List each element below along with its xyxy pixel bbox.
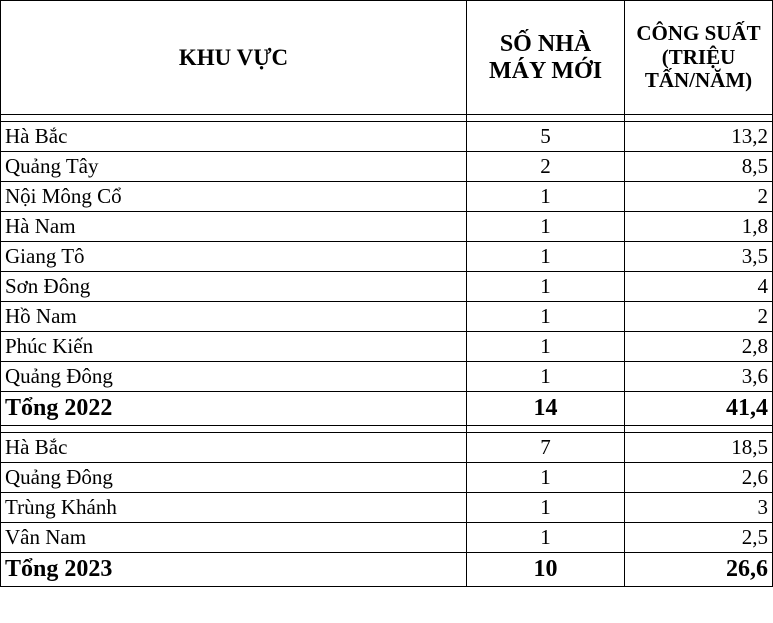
table-row — [1, 272, 773, 302]
capacity-cell: 2 — [625, 182, 773, 212]
table-row — [1, 332, 773, 362]
total-plants: 14 — [467, 392, 625, 426]
table-row — [1, 152, 773, 182]
region-cell: Hà Nam — [1, 212, 467, 242]
region-cell: Phúc Kiến — [1, 332, 467, 362]
plants-cell: 1 — [467, 332, 625, 362]
plants-cell: 7 — [467, 433, 625, 463]
region-cell: Quảng Đông — [1, 463, 467, 493]
header-plants-line1: SỐ NHÀ — [499, 30, 592, 57]
table-row — [1, 463, 773, 493]
header-capacity — [625, 1, 773, 115]
table-row — [1, 362, 773, 392]
table-row — [1, 302, 773, 332]
table-row — [1, 433, 773, 463]
plants-cell: 2 — [467, 152, 625, 182]
separator — [1, 115, 773, 122]
region-cell: Vân Nam — [1, 523, 467, 553]
region-cell: Hà Bắc — [1, 122, 467, 152]
total-label: Tổng 2023 — [1, 553, 467, 587]
header-plants — [467, 1, 625, 115]
header-row — [1, 1, 773, 115]
total-plants: 10 — [467, 553, 625, 587]
capacity-cell: 4 — [625, 272, 773, 302]
plants-cell: 1 — [467, 493, 625, 523]
plants-cell: 1 — [467, 463, 625, 493]
region-cell: Nội Mông Cổ — [1, 182, 467, 212]
capacity-cell: 3 — [625, 493, 773, 523]
plants-cell: 1 — [467, 242, 625, 272]
capacity-cell: 1,8 — [625, 212, 773, 242]
table-row — [1, 493, 773, 523]
region-cell: Quảng Tây — [1, 152, 467, 182]
plants-cell: 1 — [467, 272, 625, 302]
header-capacity-line2: (TRIỆU — [661, 44, 736, 69]
table-row — [1, 212, 773, 242]
header-region — [1, 1, 467, 115]
total-capacity: 26,6 — [625, 553, 773, 587]
group-2023 — [1, 426, 773, 587]
capacity-cell: 18,5 — [625, 433, 773, 463]
group-2022 — [1, 115, 773, 426]
header-capacity-line1: CÔNG SUẤT — [636, 21, 761, 46]
separator — [1, 426, 773, 433]
capacity-cell: 2,8 — [625, 332, 773, 362]
capacity-cell: 13,2 — [625, 122, 773, 152]
header-region-text: KHU VỰC — [178, 44, 289, 70]
capacity-cell: 3,6 — [625, 362, 773, 392]
plants-cell: 1 — [467, 182, 625, 212]
table-row — [1, 122, 773, 152]
region-cell: Trùng Khánh — [1, 493, 467, 523]
capacity-cell: 3,5 — [625, 242, 773, 272]
header-capacity-line3: TẤN/NĂM) — [644, 68, 753, 93]
region-cell: Quảng Đông — [1, 362, 467, 392]
table-row — [1, 242, 773, 272]
capacity-cell: 8,5 — [625, 152, 773, 182]
total-row-2023 — [1, 553, 773, 587]
plants-cell: 1 — [467, 212, 625, 242]
table-row — [1, 182, 773, 212]
total-capacity: 41,4 — [625, 392, 773, 426]
capacity-cell: 2,6 — [625, 463, 773, 493]
region-cell: Giang Tô — [1, 242, 467, 272]
plants-cell: 1 — [467, 362, 625, 392]
total-row-2022 — [1, 392, 773, 426]
header-plants-line2: MÁY MỚI — [488, 57, 603, 84]
total-label: Tổng 2022 — [1, 392, 467, 426]
region-cell: Hà Bắc — [1, 433, 467, 463]
region-cell: Sơn Đông — [1, 272, 467, 302]
plants-cell: 1 — [467, 523, 625, 553]
capacity-cell: 2 — [625, 302, 773, 332]
table-row — [1, 523, 773, 553]
plants-cell: 5 — [467, 122, 625, 152]
region-cell: Hồ Nam — [1, 302, 467, 332]
plants-cell: 1 — [467, 302, 625, 332]
capacity-cell: 2,5 — [625, 523, 773, 553]
